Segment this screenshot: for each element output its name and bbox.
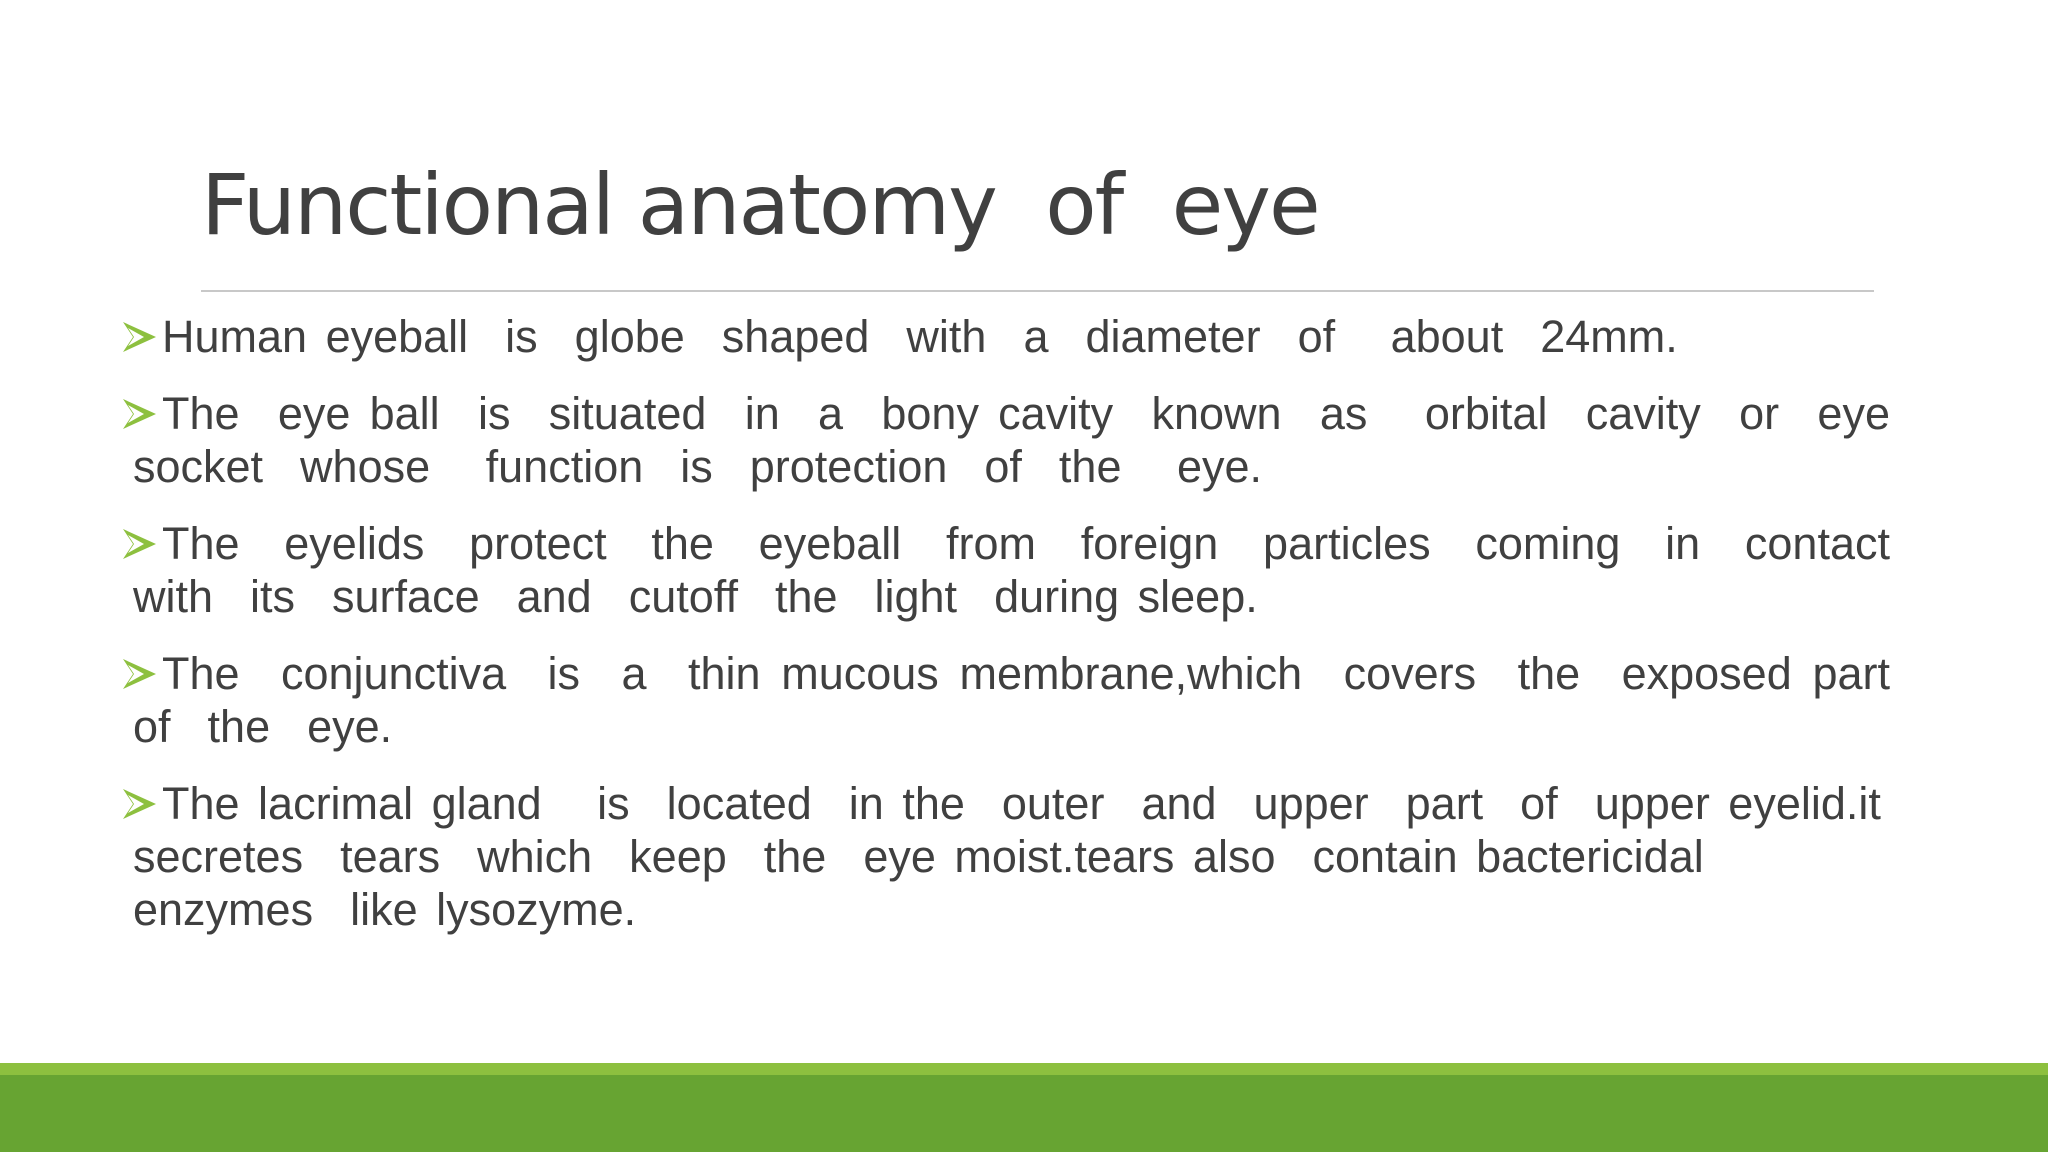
green-arrow-bullet-icon [120, 655, 158, 693]
footer-accent-band-dark [0, 1075, 2048, 1152]
bullet-list [120, 310, 1928, 960]
green-arrow-bullet-icon [120, 785, 158, 823]
bullet-item [120, 777, 1918, 936]
slide-title: Functional anatomy of eye [201, 156, 1319, 254]
bullet-item [120, 647, 1928, 753]
bullet-text: The lacrimal gland is located in the outer and upper part of upper eyelid.it secretes tears which keep the eye moist.tears also contain bactericidal enzymes like lysozyme. [133, 778, 1918, 935]
green-arrow-bullet-icon [120, 318, 158, 356]
bullet-text: The eye ball is situated in a bony cavity known as orbital cavity or eye socket whose function is protection of the eye. [133, 388, 1909, 492]
title-divider [201, 290, 1874, 292]
footer-accent-band-light [0, 1063, 2048, 1075]
bullet-item [120, 387, 1909, 493]
bullet-item [120, 517, 1909, 623]
bullet-text: The eyelids protect the eyeball from foreign particles coming in contact with its surface and cutoff the light during sleep. [133, 518, 1909, 622]
bullet-text: The conjunctiva is a thin mucous membrane,which covers the exposed part of the eye. [133, 648, 1928, 752]
bullet-text: Human eyeball is globe shaped with a diameter of about 24mm. [162, 311, 1678, 362]
bullet-item [120, 310, 1890, 363]
green-arrow-bullet-icon [120, 525, 158, 563]
green-arrow-bullet-icon [120, 395, 158, 433]
